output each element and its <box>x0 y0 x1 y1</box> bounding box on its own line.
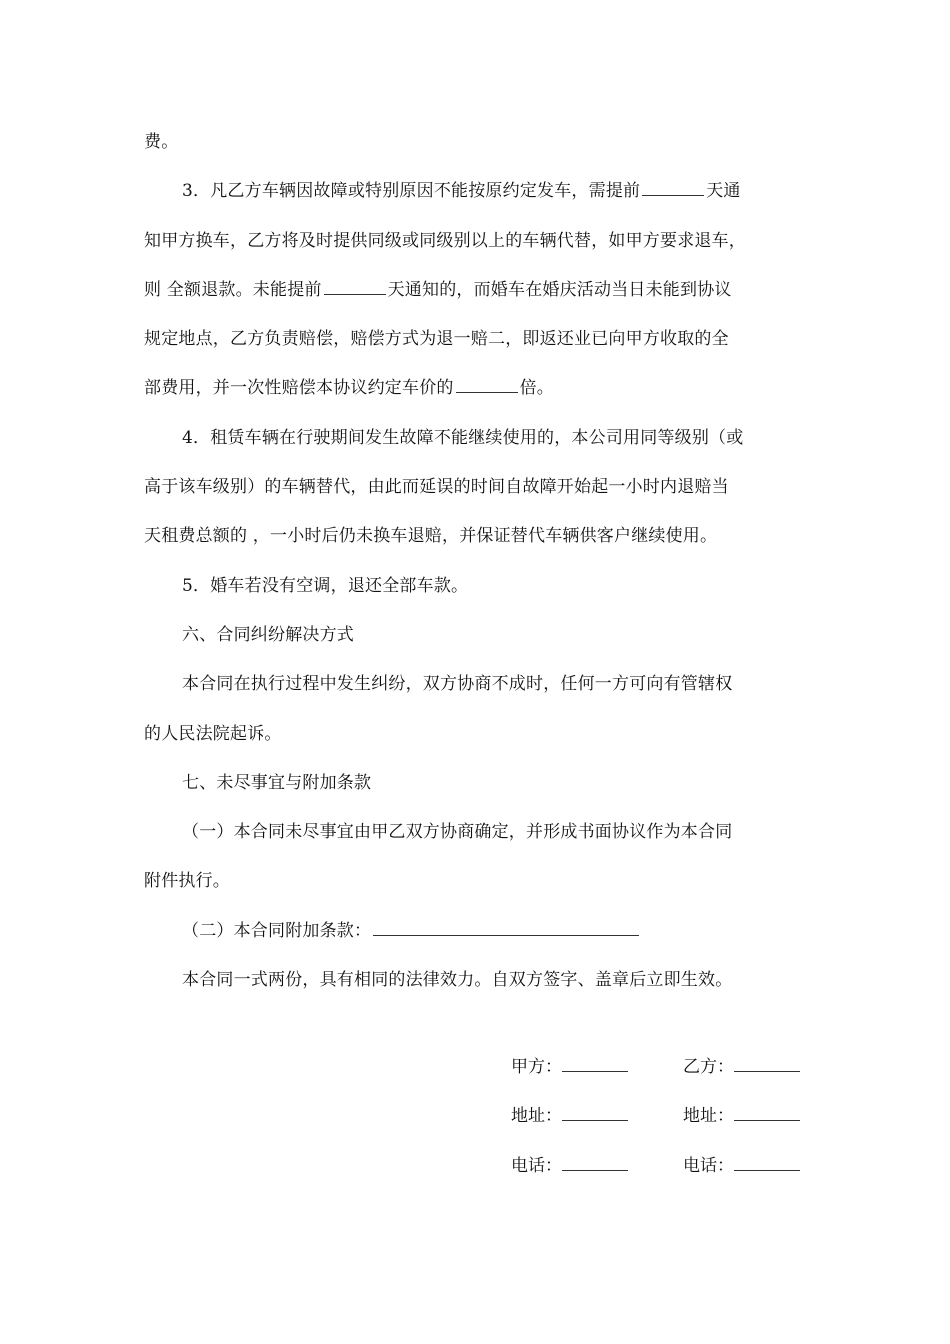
signature-blank <box>562 1057 628 1072</box>
paragraph-line: 则 全额退款。未能提前 天通知的，而婚车在婚庆活动当日未能到协议 <box>144 279 732 300</box>
effectiveness-line: 本合同一式两份，具有相同的法律效力。自双方签字、盖章后立即生效。 <box>182 970 733 991</box>
paragraph-line: 附件执行。 <box>144 871 230 892</box>
signature-blank <box>734 1106 800 1121</box>
phone-a-field: 电话： <box>511 1145 683 1187</box>
paragraph-line: 知甲方换车，乙方将及时提供同级或同级别以上的车辆代替，如甲方要求退车， <box>144 230 746 251</box>
signature-blank <box>562 1156 628 1171</box>
paragraph-line: 部费用，并一次性赔偿本协议约定车价的 倍。 <box>144 378 555 399</box>
address-b-field: 地址： <box>683 1095 811 1137</box>
phone-b-field: 电话： <box>683 1145 811 1187</box>
paragraph-line: 费。 <box>144 132 179 152</box>
fill-in-blank <box>642 181 704 196</box>
signature-block <box>511 1046 811 1194</box>
party-b-field: 乙方： <box>683 1046 811 1088</box>
signature-row-party <box>511 1046 811 1095</box>
paragraph-line: 天租费总额的 ，一小时后仍未换车退赔，并保证替代车辆供客户继续使用。 <box>144 526 718 547</box>
document-body <box>144 118 804 1005</box>
section-heading-7: 七、未尽事宜与附加条款 <box>182 772 372 793</box>
paragraph-line: （一）本合同未尽事宜由甲乙双方协商确定，并形成书面协议作为本合同 <box>182 822 733 843</box>
signature-row-phone <box>511 1145 811 1194</box>
signature-blank <box>734 1156 800 1171</box>
party-a-field: 甲方： <box>511 1046 683 1088</box>
address-a-field: 地址： <box>511 1095 683 1137</box>
signature-blank <box>734 1057 800 1072</box>
clause-5-line: 5．婚车若没有空调，退还全部车款。 <box>182 575 469 596</box>
section-heading-6: 六、合同纠纷解决方式 <box>182 624 354 645</box>
clause-3-line: 3．凡乙方车辆因故障或特别原因不能按原约定发车，需提前 天通 <box>182 181 741 202</box>
paragraph-line: 规定地点，乙方负责赔偿，赔偿方式为退一赔二，即返还业已向甲方收取的全 <box>144 329 729 350</box>
additional-terms-blank <box>373 921 639 936</box>
clause-4-line: 4．租赁车辆在行驶期间发生故障不能继续使用的，本公司用同等级别（或 <box>182 427 744 448</box>
signature-blank <box>562 1106 628 1121</box>
fill-in-blank <box>456 378 518 393</box>
signature-row-address <box>511 1095 811 1144</box>
fill-in-blank <box>324 280 386 295</box>
paragraph-line: 的人民法院起诉。 <box>144 723 282 744</box>
additional-terms-line: （二）本合同附加条款： <box>144 907 804 956</box>
paragraph-line: 本合同在执行过程中发生纠纷，双方协商不成时，任何一方可向有管辖权 <box>182 674 733 695</box>
paragraph-line: 高于该车级别）的车辆替代，由此而延误的时间自故障开始起一小时内退赔当 <box>144 477 729 498</box>
